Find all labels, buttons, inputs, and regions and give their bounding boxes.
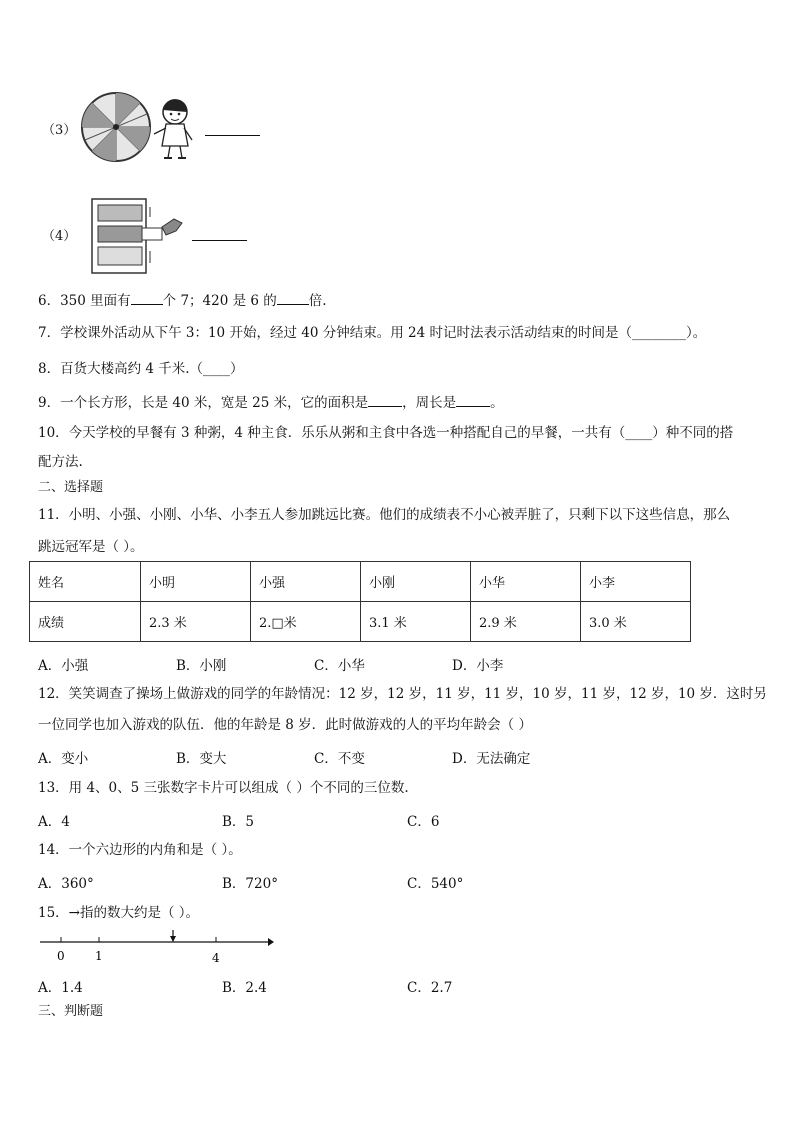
spinner-wheel-figure <box>80 90 200 165</box>
q14-option-a[interactable]: A．360° <box>38 876 94 892</box>
table-cell: 姓名 <box>30 562 141 602</box>
question-11-line-1: 11．小明、小强、小刚、小华、小李五人参加跳远比赛。他们的成绩表不小心被弄脏了，只剩下以下这些信息，那么 <box>38 507 731 523</box>
q15-option-c[interactable]: C．2.7 <box>407 980 453 996</box>
q15-option-b[interactable]: B．2.4 <box>222 980 267 996</box>
drawer-figure <box>90 197 192 277</box>
q11-option-d[interactable]: D．小李 <box>452 658 504 674</box>
table-cell: 小华 <box>471 562 581 602</box>
q6-text-c: 倍. <box>308 293 327 309</box>
q6-blank-1[interactable] <box>131 290 163 305</box>
question-11-line-2: 跳远冠军是（ ）。 <box>38 539 144 555</box>
table-cell: 2.□米 <box>251 602 361 642</box>
q9-blank-2[interactable] <box>456 392 490 407</box>
question-6 <box>38 290 327 310</box>
q12-option-c[interactable]: C．不变 <box>314 751 365 767</box>
question-10-line-1: 10．今天学校的早餐有 3 种粥，4 种主食．乐乐从粥和主食中各选一种搭配自己的早餐，一共有（____）种不同的搭 <box>38 425 734 441</box>
number-line <box>36 928 276 968</box>
scores-table <box>29 561 691 642</box>
q9-text-c: 。 <box>490 395 504 411</box>
q9-text-b: ，周长是 <box>402 395 457 411</box>
question-14: 14．一个六边形的内角和是（ ）。 <box>38 842 242 858</box>
q9-blank-1[interactable] <box>368 392 402 407</box>
table-row-scores <box>30 602 691 642</box>
table-cell: 3.1 米 <box>361 602 471 642</box>
table-row-names <box>30 562 691 602</box>
tick-label: 1 <box>95 949 103 963</box>
q12-option-b[interactable]: B．变大 <box>176 751 227 767</box>
question-9 <box>38 392 504 412</box>
question-12-line-1: 12．笑笑调查了操场上做游戏的同学的年龄情况：12 岁，12 岁，11 岁，11 岁，10 岁，11 岁，12 岁，10 岁．这时另 <box>38 686 767 702</box>
question-13: 13．用 4、0、5 三张数字卡片可以组成（ ）个不同的三位数. <box>38 780 409 796</box>
table-cell: 2.9 米 <box>471 602 581 642</box>
q13-option-b[interactable]: B．5 <box>222 814 255 830</box>
table-cell: 小刚 <box>361 562 471 602</box>
q6-text-b: 个 7；420 是 6 的 <box>162 293 277 309</box>
q11-option-a[interactable]: A．小强 <box>38 658 89 674</box>
table-cell: 3.0 米 <box>581 602 691 642</box>
question-8: 8．百货大楼高约 4 千米.（____） <box>38 361 244 377</box>
q14-option-b[interactable]: B．720° <box>222 876 278 892</box>
section-2-heading: 二、选择题 <box>38 480 104 495</box>
q15-option-a[interactable]: A．1.4 <box>38 980 83 996</box>
q13-option-a[interactable]: A．4 <box>38 814 70 830</box>
table-cell: 小李 <box>581 562 691 602</box>
q6-blank-2[interactable] <box>277 290 309 305</box>
q3-answer-blank[interactable] <box>205 121 260 136</box>
question-10-line-2: 配方法. <box>38 454 83 470</box>
question-15: 15．→指的数大约是（ ）。 <box>38 905 200 921</box>
q4-answer-blank[interactable] <box>192 226 247 241</box>
q6-text-a: 6．350 里面有 <box>38 293 131 309</box>
q11-option-b[interactable]: B．小刚 <box>176 658 227 674</box>
q13-option-c[interactable]: C．6 <box>407 814 440 830</box>
q11-option-c[interactable]: C．小华 <box>314 658 365 674</box>
section-3-heading: 三、判断题 <box>38 1004 104 1019</box>
table-cell: 小明 <box>141 562 251 602</box>
question-12-line-2: 一位同学也加入游戏的队伍．他的年龄是 8 岁．此时做游戏的人的平均年龄会（ ） <box>38 717 532 733</box>
question-7: 7．学校课外活动从下午 3：10 开始，经过 40 分钟结束。用 24 时记时法表示活动结束的时间是（________）。 <box>38 325 707 341</box>
q9-text-a: 9．一个长方形，长是 40 米，宽是 25 米，它的面积是 <box>38 395 369 411</box>
table-cell: 小强 <box>251 562 361 602</box>
q12-option-a[interactable]: A．变小 <box>38 751 89 767</box>
q4-label: （4） <box>42 229 77 244</box>
q14-option-c[interactable]: C．540° <box>407 876 464 892</box>
tick-label: 4 <box>212 951 220 965</box>
tick-label: 0 <box>57 949 65 963</box>
table-cell: 2.3 米 <box>141 602 251 642</box>
table-cell: 成绩 <box>30 602 141 642</box>
q12-option-d[interactable]: D．无法确定 <box>452 751 531 767</box>
q3-label: （3） <box>42 123 77 138</box>
